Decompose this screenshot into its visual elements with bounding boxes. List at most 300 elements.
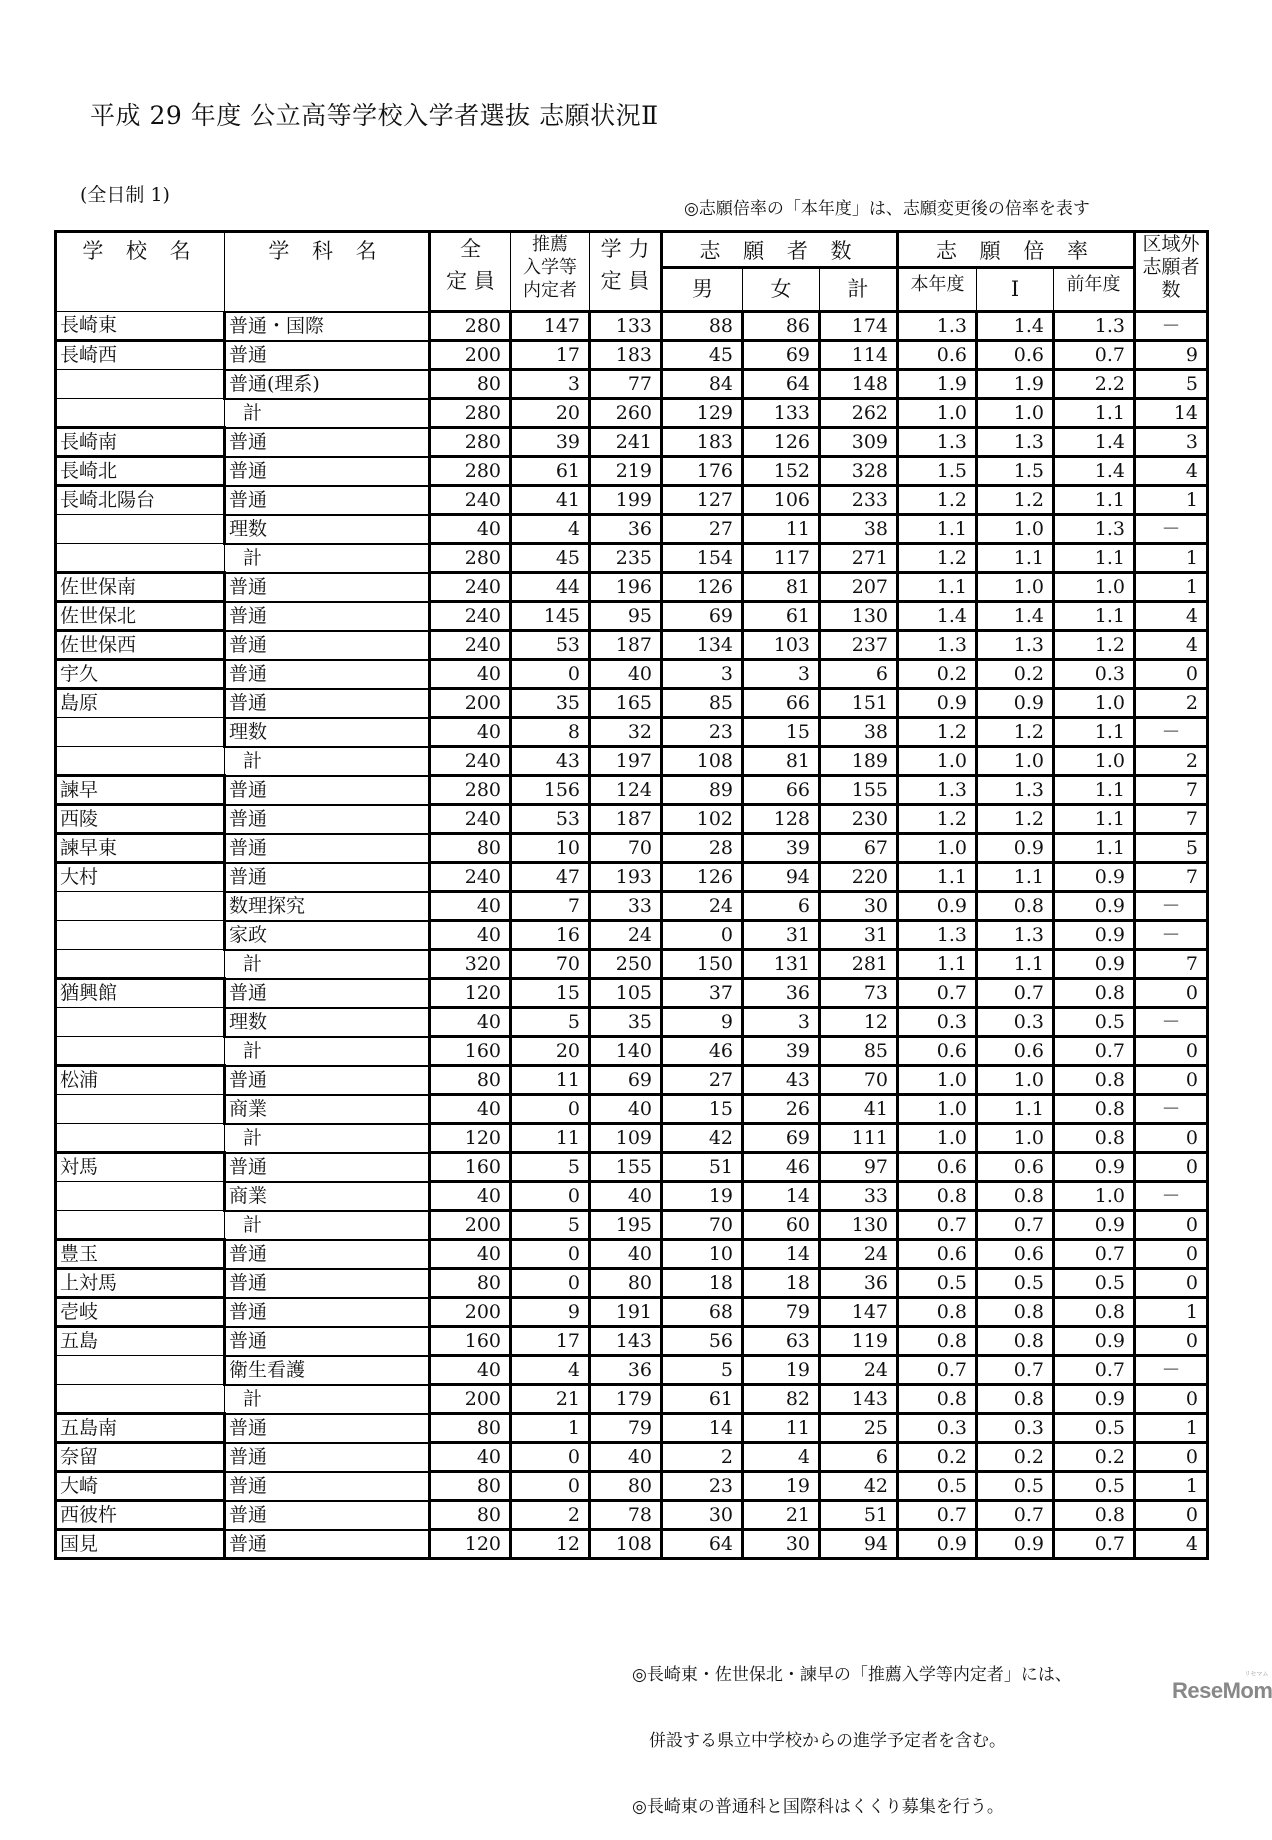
male-cell: 88 bbox=[662, 312, 743, 341]
academic-capacity-cell: 36 bbox=[590, 515, 662, 544]
ratio-I-cell: 1.0 bbox=[977, 399, 1054, 428]
header-recommend-l3: 内定者 bbox=[523, 280, 577, 301]
recommended-cell: 0 bbox=[511, 1182, 590, 1211]
school-name bbox=[56, 515, 225, 544]
ratio-this-year-cell: 1.9 bbox=[898, 370, 977, 399]
school-name bbox=[56, 1008, 225, 1037]
application-status-table bbox=[54, 230, 1209, 1560]
table-row bbox=[56, 341, 1208, 370]
capacity-cell: 80 bbox=[430, 834, 511, 863]
header-academic-l1: 学 力 bbox=[600, 237, 650, 261]
school-name: 西陵 bbox=[56, 805, 225, 834]
dept-name: 商業 bbox=[225, 1095, 430, 1124]
dept-name: 普通 bbox=[225, 428, 430, 457]
recommended-cell: 44 bbox=[511, 573, 590, 602]
table-row bbox=[56, 544, 1208, 573]
ratio-this-year-cell: 0.6 bbox=[898, 1037, 977, 1066]
table-row bbox=[56, 1414, 1208, 1443]
total-cell: 114 bbox=[820, 341, 898, 370]
male-cell: 45 bbox=[662, 341, 743, 370]
total-cell: 237 bbox=[820, 631, 898, 660]
academic-capacity-cell: 40 bbox=[590, 660, 662, 689]
ratio-I-cell: 0.2 bbox=[977, 660, 1054, 689]
total-cell: 42 bbox=[820, 1472, 898, 1501]
ratio-this-year-cell: 0.3 bbox=[898, 1008, 977, 1037]
ratio-prev-year-cell: 0.7 bbox=[1054, 1240, 1135, 1269]
total-cell: 207 bbox=[820, 573, 898, 602]
recommended-cell: 45 bbox=[511, 544, 590, 573]
table-body bbox=[56, 312, 1208, 1559]
header-dept: 学 科 名 bbox=[225, 232, 430, 312]
female-cell: 64 bbox=[743, 370, 820, 399]
recommended-cell: 8 bbox=[511, 718, 590, 747]
outside-applicants-cell: 0 bbox=[1135, 1240, 1208, 1269]
recommended-cell: 10 bbox=[511, 834, 590, 863]
female-cell: 103 bbox=[743, 631, 820, 660]
ratio-this-year-cell: 1.2 bbox=[898, 805, 977, 834]
male-cell: 23 bbox=[662, 718, 743, 747]
school-name bbox=[56, 1385, 225, 1414]
male-cell: 28 bbox=[662, 834, 743, 863]
ratio-this-year-cell: 1.5 bbox=[898, 457, 977, 486]
male-cell: 3 bbox=[662, 660, 743, 689]
ratio-I-cell: 0.6 bbox=[977, 1037, 1054, 1066]
capacity-cell: 120 bbox=[430, 1124, 511, 1153]
total-cell: 130 bbox=[820, 1211, 898, 1240]
outside-applicants-cell: 1 bbox=[1135, 486, 1208, 515]
ratio-prev-year-cell: 1.1 bbox=[1054, 602, 1135, 631]
ratio-I-cell: 1.3 bbox=[977, 428, 1054, 457]
female-cell: 4 bbox=[743, 1443, 820, 1472]
capacity-cell: 280 bbox=[430, 776, 511, 805]
ratio-prev-year-cell: 0.9 bbox=[1054, 1385, 1135, 1414]
header-ratio-prev-year: 前年度 bbox=[1054, 268, 1135, 312]
capacity-cell: 40 bbox=[430, 892, 511, 921]
outside-applicants-cell: 4 bbox=[1135, 602, 1208, 631]
ratio-I-cell: 1.2 bbox=[977, 486, 1054, 515]
female-cell: 117 bbox=[743, 544, 820, 573]
table-row bbox=[56, 515, 1208, 544]
male-cell: 84 bbox=[662, 370, 743, 399]
outside-applicants-cell: － bbox=[1135, 312, 1208, 341]
recommended-cell: 17 bbox=[511, 341, 590, 370]
total-cell: 309 bbox=[820, 428, 898, 457]
academic-capacity-cell: 78 bbox=[590, 1501, 662, 1530]
school-name: 五島 bbox=[56, 1327, 225, 1356]
academic-capacity-cell: 155 bbox=[590, 1153, 662, 1182]
total-cell: 148 bbox=[820, 370, 898, 399]
female-cell: 60 bbox=[743, 1211, 820, 1240]
outside-applicants-cell: 1 bbox=[1135, 1298, 1208, 1327]
ratio-I-cell: 0.6 bbox=[977, 1240, 1054, 1269]
ratio-I-cell: 0.8 bbox=[977, 1298, 1054, 1327]
capacity-cell: 200 bbox=[430, 1298, 511, 1327]
school-name bbox=[56, 921, 225, 950]
ratio-this-year-cell: 1.1 bbox=[898, 950, 977, 979]
table-row bbox=[56, 486, 1208, 515]
table-row bbox=[56, 312, 1208, 341]
header-capacity-l1: 全 bbox=[460, 237, 481, 261]
table-row bbox=[56, 1472, 1208, 1501]
female-cell: 11 bbox=[743, 515, 820, 544]
male-cell: 108 bbox=[662, 747, 743, 776]
female-cell: 43 bbox=[743, 1066, 820, 1095]
capacity-cell: 240 bbox=[430, 805, 511, 834]
ratio-I-cell: 0.5 bbox=[977, 1472, 1054, 1501]
ratio-this-year-cell: 1.0 bbox=[898, 834, 977, 863]
table-row bbox=[56, 573, 1208, 602]
ratio-prev-year-cell: 0.5 bbox=[1054, 1472, 1135, 1501]
header-outside-l3: 数 bbox=[1161, 279, 1181, 301]
header-academic-l2: 定 員 bbox=[600, 269, 650, 293]
dept-name: 普通 bbox=[225, 602, 430, 631]
outside-applicants-cell: 7 bbox=[1135, 805, 1208, 834]
outside-applicants-cell: 1 bbox=[1135, 1414, 1208, 1443]
outside-applicants-cell: － bbox=[1135, 515, 1208, 544]
female-cell: 39 bbox=[743, 1037, 820, 1066]
table-row bbox=[56, 631, 1208, 660]
school-name: 奈留 bbox=[56, 1443, 225, 1472]
academic-capacity-cell: 241 bbox=[590, 428, 662, 457]
female-cell: 36 bbox=[743, 979, 820, 1008]
female-cell: 152 bbox=[743, 457, 820, 486]
header-outside-l2: 志願者 bbox=[1142, 256, 1200, 278]
table-row bbox=[56, 457, 1208, 486]
male-cell: 154 bbox=[662, 544, 743, 573]
recommended-cell: 5 bbox=[511, 1008, 590, 1037]
table-row bbox=[56, 834, 1208, 863]
ratio-prev-year-cell: 1.1 bbox=[1054, 805, 1135, 834]
dept-name: 数理探究 bbox=[225, 892, 430, 921]
recommended-cell: 17 bbox=[511, 1327, 590, 1356]
recommended-cell: 4 bbox=[511, 1356, 590, 1385]
outside-applicants-cell: － bbox=[1135, 1008, 1208, 1037]
ratio-prev-year-cell: 0.8 bbox=[1054, 1124, 1135, 1153]
ratio-prev-year-cell: 1.0 bbox=[1054, 689, 1135, 718]
header-recommend-l2: 入学等 bbox=[523, 257, 577, 278]
total-cell: 51 bbox=[820, 1501, 898, 1530]
outside-applicants-cell: － bbox=[1135, 1356, 1208, 1385]
ratio-this-year-cell: 0.8 bbox=[898, 1385, 977, 1414]
male-cell: 14 bbox=[662, 1414, 743, 1443]
ratio-this-year-cell: 0.2 bbox=[898, 1443, 977, 1472]
academic-capacity-cell: 109 bbox=[590, 1124, 662, 1153]
ratio-I-cell: 0.3 bbox=[977, 1414, 1054, 1443]
ratio-I-cell: 1.1 bbox=[977, 863, 1054, 892]
female-cell: 81 bbox=[743, 573, 820, 602]
table-header bbox=[56, 232, 1208, 312]
total-cell: 12 bbox=[820, 1008, 898, 1037]
ratio-I-cell: 0.7 bbox=[977, 1356, 1054, 1385]
academic-capacity-cell: 35 bbox=[590, 1008, 662, 1037]
total-cell: 130 bbox=[820, 602, 898, 631]
ratio-prev-year-cell: 0.7 bbox=[1054, 1037, 1135, 1066]
total-cell: 70 bbox=[820, 1066, 898, 1095]
ratio-this-year-cell: 0.6 bbox=[898, 1240, 977, 1269]
recommended-cell: 5 bbox=[511, 1211, 590, 1240]
academic-capacity-cell: 79 bbox=[590, 1414, 662, 1443]
total-cell: 230 bbox=[820, 805, 898, 834]
table-row bbox=[56, 1037, 1208, 1066]
ratio-prev-year-cell: 1.2 bbox=[1054, 631, 1135, 660]
ratio-prev-year-cell: 1.4 bbox=[1054, 428, 1135, 457]
total-cell: 38 bbox=[820, 718, 898, 747]
outside-applicants-cell: 7 bbox=[1135, 863, 1208, 892]
male-cell: 134 bbox=[662, 631, 743, 660]
school-name: 国見 bbox=[56, 1530, 225, 1559]
capacity-cell: 240 bbox=[430, 863, 511, 892]
capacity-cell: 240 bbox=[430, 573, 511, 602]
recommended-cell: 61 bbox=[511, 457, 590, 486]
male-cell: 85 bbox=[662, 689, 743, 718]
recommended-cell: 147 bbox=[511, 312, 590, 341]
table-row bbox=[56, 805, 1208, 834]
ratio-prev-year-cell: 0.9 bbox=[1054, 892, 1135, 921]
total-cell: 41 bbox=[820, 1095, 898, 1124]
ratio-this-year-cell: 1.4 bbox=[898, 602, 977, 631]
school-name: 佐世保西 bbox=[56, 631, 225, 660]
total-cell: 151 bbox=[820, 689, 898, 718]
academic-capacity-cell: 69 bbox=[590, 1066, 662, 1095]
outside-applicants-cell: 5 bbox=[1135, 370, 1208, 399]
outside-applicants-cell: 0 bbox=[1135, 1385, 1208, 1414]
recommended-cell: 43 bbox=[511, 747, 590, 776]
table-row bbox=[56, 1008, 1208, 1037]
ratio-prev-year-cell: 1.3 bbox=[1054, 312, 1135, 341]
capacity-cell: 200 bbox=[430, 1385, 511, 1414]
academic-capacity-cell: 80 bbox=[590, 1472, 662, 1501]
ratio-this-year-cell: 1.3 bbox=[898, 776, 977, 805]
male-cell: 126 bbox=[662, 863, 743, 892]
female-cell: 61 bbox=[743, 602, 820, 631]
ratio-this-year-cell: 1.1 bbox=[898, 863, 977, 892]
female-cell: 66 bbox=[743, 776, 820, 805]
capacity-cell: 80 bbox=[430, 1414, 511, 1443]
male-cell: 19 bbox=[662, 1182, 743, 1211]
ratio-I-cell: 1.2 bbox=[977, 718, 1054, 747]
dept-name: 普通 bbox=[225, 805, 430, 834]
recommended-cell: 0 bbox=[511, 1095, 590, 1124]
academic-capacity-cell: 140 bbox=[590, 1037, 662, 1066]
recommended-cell: 53 bbox=[511, 631, 590, 660]
ratio-this-year-cell: 1.2 bbox=[898, 544, 977, 573]
capacity-cell: 120 bbox=[430, 979, 511, 1008]
female-cell: 18 bbox=[743, 1269, 820, 1298]
capacity-cell: 280 bbox=[430, 457, 511, 486]
dept-subtotal-label: 計 bbox=[225, 1385, 430, 1414]
recommended-cell: 0 bbox=[511, 1240, 590, 1269]
ratio-prev-year-cell: 0.7 bbox=[1054, 341, 1135, 370]
school-name bbox=[56, 370, 225, 399]
academic-capacity-cell: 36 bbox=[590, 1356, 662, 1385]
academic-capacity-cell: 199 bbox=[590, 486, 662, 515]
dept-name: 普通 bbox=[225, 1327, 430, 1356]
logo-kana: リセマム bbox=[1244, 1672, 1269, 1678]
total-cell: 73 bbox=[820, 979, 898, 1008]
table-row bbox=[56, 1443, 1208, 1472]
male-cell: 70 bbox=[662, 1211, 743, 1240]
footnote-1: ◎長崎東・佐世保北・諫早の「推薦入学等内定者」には、 bbox=[632, 1665, 1072, 1685]
ratio-this-year-cell: 1.3 bbox=[898, 312, 977, 341]
outside-applicants-cell: 0 bbox=[1135, 660, 1208, 689]
ratio-I-cell: 1.1 bbox=[977, 950, 1054, 979]
academic-capacity-cell: 219 bbox=[590, 457, 662, 486]
male-cell: 129 bbox=[662, 399, 743, 428]
total-cell: 328 bbox=[820, 457, 898, 486]
resemom-logo bbox=[1172, 1672, 1272, 1704]
school-name bbox=[56, 544, 225, 573]
academic-capacity-cell: 165 bbox=[590, 689, 662, 718]
recommended-cell: 0 bbox=[511, 1443, 590, 1472]
table-row bbox=[56, 660, 1208, 689]
school-name: 松浦 bbox=[56, 1066, 225, 1095]
table-row bbox=[56, 921, 1208, 950]
table-row bbox=[56, 747, 1208, 776]
dept-name: 普通 bbox=[225, 1501, 430, 1530]
total-cell: 155 bbox=[820, 776, 898, 805]
ratio-I-cell: 0.3 bbox=[977, 1008, 1054, 1037]
capacity-cell: 120 bbox=[430, 1530, 511, 1559]
ratio-this-year-cell: 1.0 bbox=[898, 1095, 977, 1124]
dept-name: 普通 bbox=[225, 1298, 430, 1327]
ratio-this-year-cell: 0.6 bbox=[898, 341, 977, 370]
ratio-this-year-cell: 0.7 bbox=[898, 1501, 977, 1530]
recommended-cell: 35 bbox=[511, 689, 590, 718]
table-row bbox=[56, 1182, 1208, 1211]
header-recommend-l1: 推薦 bbox=[532, 234, 568, 255]
academic-capacity-cell: 179 bbox=[590, 1385, 662, 1414]
recommended-cell: 4 bbox=[511, 515, 590, 544]
table-row bbox=[56, 892, 1208, 921]
total-cell: 85 bbox=[820, 1037, 898, 1066]
outside-applicants-cell: 0 bbox=[1135, 1327, 1208, 1356]
recommended-cell: 0 bbox=[511, 660, 590, 689]
outside-applicants-cell: 0 bbox=[1135, 979, 1208, 1008]
total-cell: 189 bbox=[820, 747, 898, 776]
ratio-prev-year-cell: 0.5 bbox=[1054, 1008, 1135, 1037]
recommended-cell: 39 bbox=[511, 428, 590, 457]
school-name: 佐世保南 bbox=[56, 573, 225, 602]
dept-name: 普通 bbox=[225, 1414, 430, 1443]
female-cell: 66 bbox=[743, 689, 820, 718]
capacity-cell: 40 bbox=[430, 921, 511, 950]
outside-applicants-cell: 4 bbox=[1135, 631, 1208, 660]
male-cell: 69 bbox=[662, 602, 743, 631]
female-cell: 63 bbox=[743, 1327, 820, 1356]
outside-applicants-cell: － bbox=[1135, 1182, 1208, 1211]
capacity-cell: 40 bbox=[430, 1356, 511, 1385]
school-name bbox=[56, 1037, 225, 1066]
outside-applicants-cell: 0 bbox=[1135, 1269, 1208, 1298]
ratio-I-cell: 0.9 bbox=[977, 689, 1054, 718]
capacity-cell: 80 bbox=[430, 1472, 511, 1501]
total-cell: 25 bbox=[820, 1414, 898, 1443]
ratio-prev-year-cell: 1.4 bbox=[1054, 457, 1135, 486]
academic-capacity-cell: 40 bbox=[590, 1095, 662, 1124]
table-row bbox=[56, 776, 1208, 805]
total-cell: 233 bbox=[820, 486, 898, 515]
recommended-cell: 11 bbox=[511, 1124, 590, 1153]
female-cell: 82 bbox=[743, 1385, 820, 1414]
ratio-prev-year-cell: 0.5 bbox=[1054, 1414, 1135, 1443]
capacity-cell: 40 bbox=[430, 1182, 511, 1211]
school-name: 長崎東 bbox=[56, 312, 225, 341]
female-cell: 69 bbox=[743, 341, 820, 370]
table-row bbox=[56, 1095, 1208, 1124]
capacity-cell: 40 bbox=[430, 660, 511, 689]
ratio-prev-year-cell: 1.1 bbox=[1054, 399, 1135, 428]
ratio-prev-year-cell: 0.8 bbox=[1054, 1298, 1135, 1327]
recommended-cell: 156 bbox=[511, 776, 590, 805]
school-name bbox=[56, 1356, 225, 1385]
recommended-cell: 70 bbox=[511, 950, 590, 979]
school-name bbox=[56, 892, 225, 921]
outside-applicants-cell: － bbox=[1135, 892, 1208, 921]
male-cell: 2 bbox=[662, 1443, 743, 1472]
recommended-cell: 16 bbox=[511, 921, 590, 950]
outside-applicants-cell: 3 bbox=[1135, 428, 1208, 457]
table-row bbox=[56, 1298, 1208, 1327]
female-cell: 128 bbox=[743, 805, 820, 834]
dept-name: 普通 bbox=[225, 1269, 430, 1298]
female-cell: 86 bbox=[743, 312, 820, 341]
recommended-cell: 7 bbox=[511, 892, 590, 921]
female-cell: 3 bbox=[743, 1008, 820, 1037]
ratio-this-year-cell: 0.8 bbox=[898, 1327, 977, 1356]
total-cell: 6 bbox=[820, 1443, 898, 1472]
outside-applicants-cell: 4 bbox=[1135, 457, 1208, 486]
school-name: 長崎西 bbox=[56, 341, 225, 370]
dept-name: 普通・国際 bbox=[225, 312, 430, 341]
ratio-prev-year-cell: 0.9 bbox=[1054, 950, 1135, 979]
ratio-I-cell: 0.2 bbox=[977, 1443, 1054, 1472]
school-name: 豊玉 bbox=[56, 1240, 225, 1269]
ratio-I-cell: 0.6 bbox=[977, 341, 1054, 370]
recommended-cell: 20 bbox=[511, 1037, 590, 1066]
school-name: 諫早東 bbox=[56, 834, 225, 863]
male-cell: 176 bbox=[662, 457, 743, 486]
school-name bbox=[56, 747, 225, 776]
dept-name: 普通 bbox=[225, 1240, 430, 1269]
ratio-I-cell: 1.3 bbox=[977, 921, 1054, 950]
recommended-cell: 5 bbox=[511, 1153, 590, 1182]
male-cell: 68 bbox=[662, 1298, 743, 1327]
ratio-this-year-cell: 0.7 bbox=[898, 1356, 977, 1385]
female-cell: 19 bbox=[743, 1472, 820, 1501]
recommended-cell: 2 bbox=[511, 1501, 590, 1530]
male-cell: 27 bbox=[662, 515, 743, 544]
school-name bbox=[56, 1211, 225, 1240]
ratio-I-cell: 1.3 bbox=[977, 776, 1054, 805]
total-cell: 30 bbox=[820, 892, 898, 921]
academic-capacity-cell: 70 bbox=[590, 834, 662, 863]
total-cell: 6 bbox=[820, 660, 898, 689]
ratio-I-cell: 0.6 bbox=[977, 1153, 1054, 1182]
dept-name: 普通 bbox=[225, 486, 430, 515]
capacity-cell: 160 bbox=[430, 1153, 511, 1182]
ratio-I-cell: 1.1 bbox=[977, 1095, 1054, 1124]
capacity-cell: 200 bbox=[430, 341, 511, 370]
ratio-this-year-cell: 0.6 bbox=[898, 1153, 977, 1182]
school-name bbox=[56, 1182, 225, 1211]
ratio-this-year-cell: 1.3 bbox=[898, 631, 977, 660]
ratio-this-year-cell: 0.8 bbox=[898, 1298, 977, 1327]
capacity-cell: 40 bbox=[430, 718, 511, 747]
male-cell: 15 bbox=[662, 1095, 743, 1124]
ratio-I-cell: 1.0 bbox=[977, 573, 1054, 602]
table-row bbox=[56, 1211, 1208, 1240]
school-name bbox=[56, 1124, 225, 1153]
